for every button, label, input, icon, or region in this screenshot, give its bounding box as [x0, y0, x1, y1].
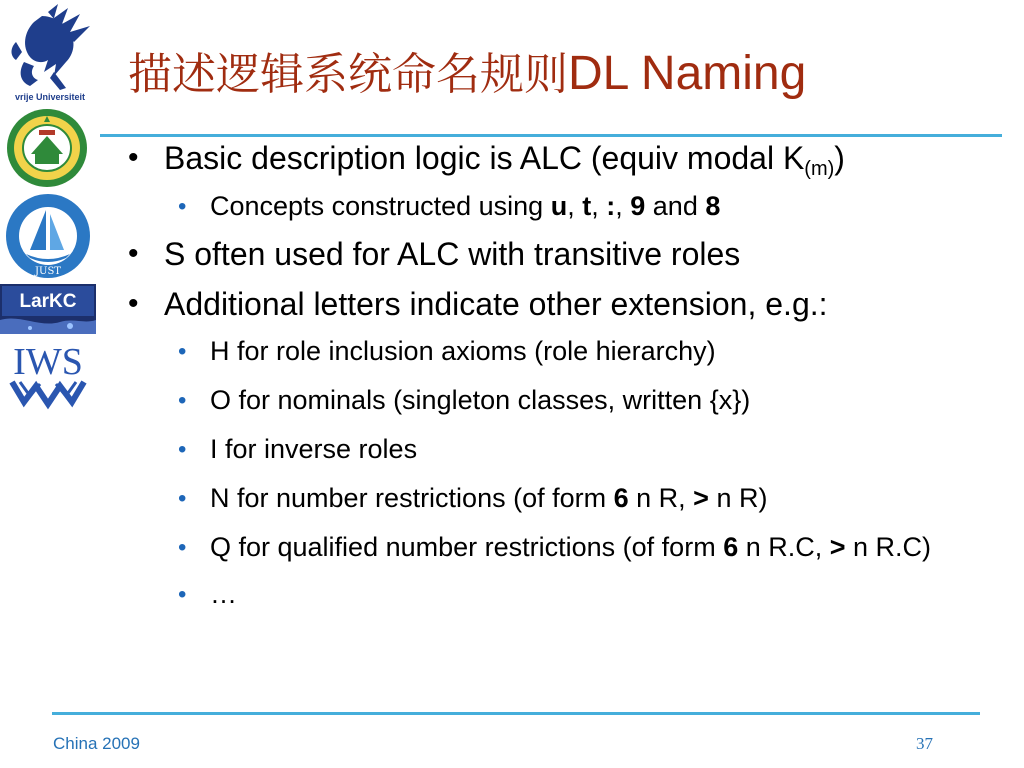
footer-text: China 2009: [53, 734, 140, 753]
iws-logo: [2, 340, 94, 410]
larkc-logo-text: LarKC: [19, 291, 77, 312]
just-university-logo: [4, 192, 92, 280]
sub-bullet-o: • O for nominals (singleton classes, written {x}): [122, 385, 1002, 416]
sub-bullet-i: • I for inverse roles: [122, 434, 1002, 465]
footer-divider: [52, 712, 980, 715]
sub-bullet-q: • Q for qualified number restrictions (of form 6 n R.C, > n R.C): [122, 532, 1002, 563]
page-number: 37: [916, 734, 933, 753]
bullet-s-transitive: • S often used for ALC with transitive roles: [122, 236, 1002, 272]
vu-griffin-logo: [4, 2, 96, 106]
title-english: DL Naming: [568, 47, 807, 100]
vu-logo-text: vrije Universiteit: [14, 92, 86, 102]
iws-logo-text: IWS: [13, 341, 83, 383]
slide-title: [128, 38, 806, 102]
sub-bullet-h: • H for role inclusion axioms (role hierarchy): [122, 336, 1002, 367]
southeast-university-logo: [3, 106, 91, 190]
larkc-logo: [0, 284, 96, 334]
subscript-m: (m): [804, 158, 835, 180]
sub-bullet-n: • N for number restrictions (of form 6 n R, > n R): [122, 483, 1002, 514]
just-logo-text: JUST: [35, 266, 61, 277]
bullet-additional-letters: • Additional letters indicate other extension, e.g.:: [122, 286, 1002, 322]
bullet-list: [122, 132, 1002, 610]
title-chinese: 描述逻辑系统命名规则: [128, 49, 568, 100]
sub-bullet-concepts: • Concepts constructed using u, t, :, 9 and 8: [122, 191, 1002, 222]
sub-bullet-ellipsis: • …: [122, 579, 1002, 610]
bullet-basic-dl: • Basic description logic is ALC (equiv modal K(m)): [122, 140, 1002, 181]
